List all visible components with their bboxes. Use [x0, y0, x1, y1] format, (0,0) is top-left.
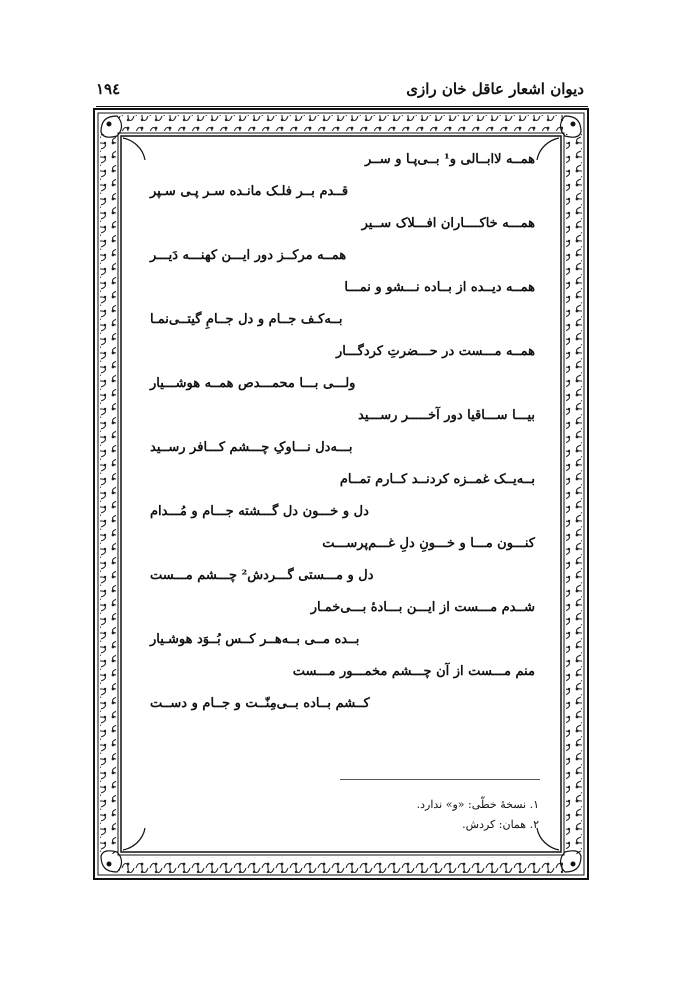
poem-line: ولـــی بـــا محمـــدص همــه هوشـــیار: [150, 376, 356, 391]
poem-line: بـــه‌دل نـــاوکِ چـــشم کـــافر رســید: [150, 440, 353, 455]
poem-line: بیـــا ســـاقیا دور آخـــــر رســـید: [358, 408, 535, 423]
footnote-divider: [340, 779, 540, 780]
footnote: ۲. همان: کردش.: [462, 818, 539, 831]
poem-line: همـــه خاکــــاران افـــلاک ســیر: [361, 216, 535, 231]
page-number: ۱۹٤: [96, 80, 121, 98]
poem-line: دل و خـــون دل گـــشته جـــام و مُـــدام: [150, 504, 369, 519]
footnotes: [239, 795, 539, 835]
poem-line: همــه لاابــالی و¹ بــی‌پـا و ســر: [364, 152, 535, 167]
page-header-title: دیوان اشعار عاقل خان رازی: [406, 80, 584, 98]
poem-line: کــشم بــاده بــی‌مِنّــت و جــام و دســت: [150, 696, 370, 711]
poem-body: [150, 150, 535, 730]
footnote: ۱. نسخهٔ خطّی: «و» ندارد.: [416, 798, 539, 811]
poem-line: همــه مرکــز دور ایـــن کهنـــه دَیـــر: [150, 248, 347, 263]
poem-line: دل و مـــستی گـــردش² چـــشم مـــست: [150, 568, 374, 583]
poem-line: کنـــون مـــا و خـــونِ دلِ غـــم‌پرســـت: [322, 536, 535, 551]
poem-line: شــدم مـــست از ایـــن بـــادهٔ بـــی‌خمـار: [310, 600, 535, 615]
poem-line: همــه مـــست در حـــضرتِ کردگـــار: [335, 344, 535, 359]
poem-line: بــه‌یــک غمــزه کردنــد کــارم تمــام: [339, 472, 535, 487]
poem-line: بــه‌کـف جــام و دل جــامِ گیتــی‌نمـا: [150, 312, 343, 327]
poem-line: بــده مــی بــه‌هــر کــس بُــوَد هوشـیار: [150, 632, 360, 647]
poem-line: منم مـــست از آن چـــشم مخمـــور مـــست: [292, 664, 535, 679]
poem-line: همــه دیــده از بــاده نـــشو و نمـــا: [344, 280, 535, 295]
poem-line: قــدم بــر فلـک مانـده سـر پـی سـپر: [150, 184, 349, 199]
page-header: [96, 78, 588, 107]
